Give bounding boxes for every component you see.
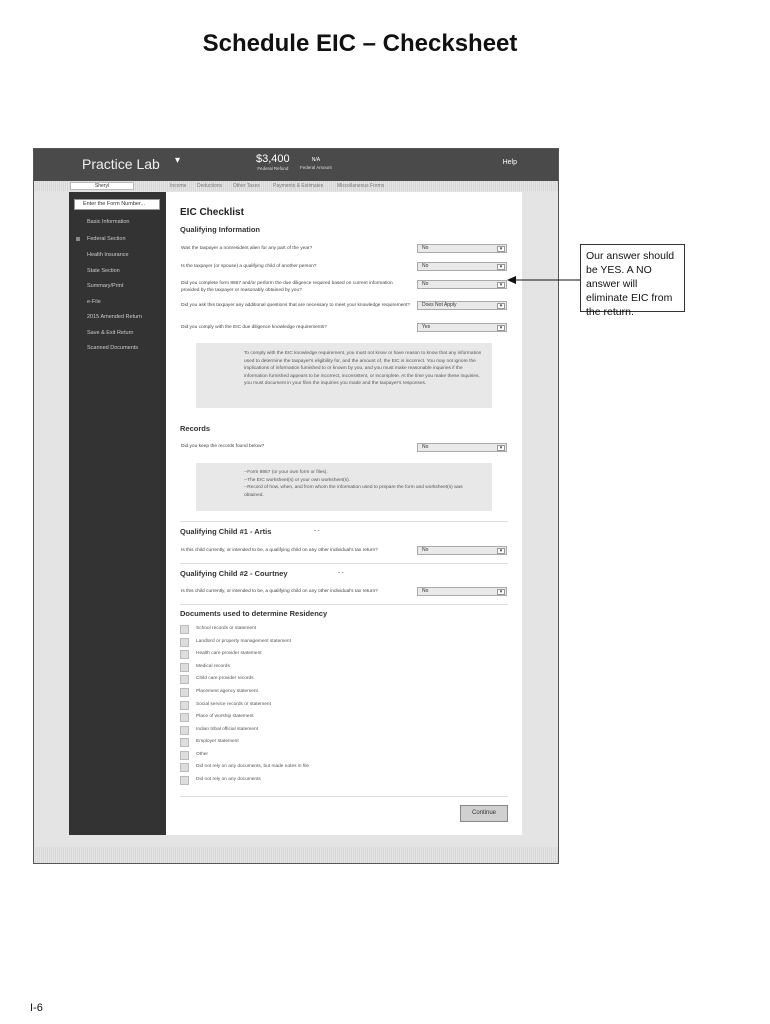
- question-child2: Is this child currently, or intended to be, a qualifying child on any other individual's tax return?: [181, 589, 378, 594]
- select-records[interactable]: [417, 443, 507, 452]
- chevron-down-icon[interactable]: ▾: [497, 246, 505, 252]
- page-number: I-6: [30, 1002, 43, 1014]
- checkbox-label: Did not rely on any documents: [196, 777, 261, 782]
- question-qualifying-child-of-other: Is the taxpayer (or spouse) a qualifying child of another person?: [181, 264, 317, 269]
- select-additional-questions[interactable]: [417, 301, 507, 310]
- page-title: Schedule EIC – Checksheet: [202, 30, 518, 57]
- chevron-down-icon[interactable]: ▾: [497, 445, 505, 451]
- checkbox[interactable]: [180, 776, 189, 785]
- checkbox[interactable]: [180, 625, 189, 634]
- sidebar-item-summary[interactable]: Summary/Print: [87, 283, 124, 289]
- callout-arrow-icon: [507, 272, 581, 288]
- question-records: Did you keep the records found below?: [181, 444, 265, 449]
- checkbox-label: Employer statement: [196, 739, 239, 744]
- child2-dashes: - -: [338, 570, 344, 576]
- divider: [180, 796, 508, 797]
- tab-bar: [34, 181, 558, 191]
- select-child1[interactable]: [417, 546, 507, 555]
- select-value: No: [422, 547, 429, 553]
- select-child2[interactable]: [417, 587, 507, 596]
- checkbox[interactable]: [180, 663, 189, 672]
- state-amount: [300, 157, 332, 170]
- question-additional-questions: Did you ask this taxpayer any additional questions that are necessary to meet your knowledge requirement?: [181, 303, 411, 308]
- checkbox[interactable]: [180, 650, 189, 659]
- brand-logo[interactable]: Practice Lab: [82, 156, 160, 172]
- sidebar-item-federal[interactable]: Federal Section: [87, 236, 126, 242]
- checkbox[interactable]: [180, 675, 189, 684]
- main-content: [166, 192, 522, 835]
- tab-payments[interactable]: Payments & Estimates: [273, 183, 324, 189]
- checkbox[interactable]: [180, 726, 189, 735]
- state-amount-value: N/A: [311, 157, 321, 163]
- checkbox[interactable]: [180, 701, 189, 710]
- chevron-down-icon[interactable]: ▾: [497, 282, 505, 288]
- checkbox-label: Place of worship statement: [196, 714, 254, 719]
- sidebar-item-scanned-docs[interactable]: Scanned Documents: [87, 345, 139, 351]
- select-qualifying-child-of-other[interactable]: [417, 262, 507, 271]
- checkbox-label: School records or statement: [196, 626, 256, 631]
- sidebar-item-basic-info[interactable]: Basic Information: [87, 219, 130, 225]
- continue-button[interactable]: Continue: [460, 805, 508, 822]
- child2-heading: Qualifying Child #2 - Courtney: [180, 569, 288, 578]
- question-child1: Is this child currently, or intended to be, a qualifying child on any other individual's tax return?: [181, 548, 378, 553]
- checkbox[interactable]: [180, 688, 189, 697]
- residency-heading: Documents used to determine Residency: [180, 609, 328, 618]
- top-bar: [34, 149, 558, 181]
- select-due-diligence[interactable]: [417, 323, 507, 332]
- sidebar-item-health-insurance[interactable]: Health Insurance: [87, 252, 129, 258]
- sidebar-item-state[interactable]: State Section: [87, 268, 120, 274]
- footer-bar: [34, 847, 558, 864]
- knowledge-requirement-info: [196, 343, 492, 408]
- divider: [180, 521, 508, 522]
- eic-checklist-title: EIC Checklist: [180, 207, 244, 218]
- records-list-item: --Form 8867 (or your own form or files).: [244, 470, 328, 475]
- child1-dashes: - -: [314, 528, 320, 534]
- checkbox-label: Landlord or property management statement: [196, 639, 291, 644]
- chevron-down-icon[interactable]: ▾: [497, 548, 505, 554]
- select-value: Yes: [422, 324, 431, 330]
- chevron-down-icon[interactable]: ▾: [497, 325, 505, 331]
- question-nonresident: Was the taxpayer a nonresident alien for any part of the year?: [181, 246, 313, 251]
- chevron-down-icon[interactable]: ▾: [497, 264, 505, 270]
- callout-note: Our answer should be YES. A NO answer will eliminate EIC from the return.: [580, 244, 685, 312]
- chevron-down-icon[interactable]: ▾: [497, 303, 505, 309]
- checkbox[interactable]: [180, 713, 189, 722]
- select-value: No: [422, 444, 429, 450]
- checkbox-label: Social service records or statement: [196, 702, 271, 707]
- select-value: No: [422, 281, 429, 287]
- tab-deductions[interactable]: Deductions: [197, 183, 223, 189]
- question-form-8867: Did you complete form 8867 and/or perform the due diligence required based on current information provided by the taxpayer or reasonably obtained by you?: [181, 281, 393, 293]
- checkbox[interactable]: [180, 751, 189, 760]
- checkbox-label: Medical records: [196, 664, 230, 669]
- app-window: [33, 148, 559, 864]
- checkbox-label: Child care provider records: [196, 676, 254, 681]
- checkbox-label: Did not rely on any documents, but made notes in file: [196, 764, 310, 769]
- form-number-search-input[interactable]: Enter the Form Number...: [74, 199, 160, 210]
- sidebar: [69, 192, 166, 835]
- records-list: [244, 469, 482, 499]
- checkbox[interactable]: [180, 638, 189, 647]
- select-value: No: [422, 263, 429, 269]
- federal-refund-label: Federal Refund: [257, 166, 289, 171]
- checkbox[interactable]: [180, 763, 189, 772]
- chevron-down-icon[interactable]: ▾: [175, 155, 181, 166]
- question-due-diligence: Did you comply with the EIC due diligence knowledge requirements?: [181, 325, 327, 330]
- federal-refund: [256, 153, 290, 171]
- select-form-8867[interactable]: [417, 280, 507, 289]
- sidebar-item-amended[interactable]: 2015 Amended Return: [87, 314, 143, 320]
- chevron-down-icon[interactable]: ▾: [497, 589, 505, 595]
- records-info: [196, 463, 492, 511]
- checkbox-label: Indian tribal official statement: [196, 727, 259, 732]
- help-link[interactable]: Help: [502, 159, 517, 166]
- sidebar-item-efile[interactable]: e-File: [87, 299, 101, 305]
- tab-misc-forms[interactable]: Miscellaneous Forms: [337, 183, 385, 189]
- child1-heading: Qualifying Child #1 - Artis: [180, 527, 272, 536]
- info-text: To comply with the EIC knowledge requirement, you must not know or have reason to know that any information used to determine the taxpayer's eligibility for, and the amount of, the EIC is incorrect. You may not ignore the implications of information furnished to or known by you, and you must make reasonable inquiries if the information furnished appears to be incorrect, inconsistent, or incomplete. At the time you make these inquiries, you must document in your files the inquiries you made and the taxpayer's responses.: [244, 351, 482, 386]
- checkbox-label: Placement agency statement: [196, 689, 258, 694]
- select-value: Does Not Apply: [422, 302, 457, 308]
- select-value: No: [422, 245, 429, 251]
- divider: [180, 604, 508, 605]
- checkbox[interactable]: [180, 738, 189, 747]
- federal-refund-amount: $3,400: [256, 153, 290, 165]
- records-list-item: --Record of how, when, and from whom the information used to prepare the form and worksheet(s) was obtained.: [244, 485, 463, 498]
- sidebar-item-save-exit[interactable]: Save & Exit Return: [87, 330, 134, 336]
- tab-sheryl[interactable]: Sheryl: [70, 182, 134, 190]
- qualifying-info-heading: Qualifying Information: [180, 225, 260, 234]
- tab-income[interactable]: Income: [170, 183, 187, 189]
- state-amount-label: Federal Amount: [300, 165, 332, 170]
- records-list-item: --The EIC worksheet(s) or your own worksheet(s).: [244, 477, 351, 483]
- select-value: No: [422, 588, 429, 594]
- records-heading: Records: [180, 424, 211, 433]
- checkbox-label: Other: [196, 752, 208, 757]
- checkbox-label: Health care provider statement: [196, 651, 262, 656]
- expand-icon[interactable]: [76, 237, 80, 241]
- divider: [180, 563, 508, 564]
- select-nonresident[interactable]: [417, 244, 507, 253]
- tab-other-taxes[interactable]: Other Taxes: [233, 183, 260, 189]
